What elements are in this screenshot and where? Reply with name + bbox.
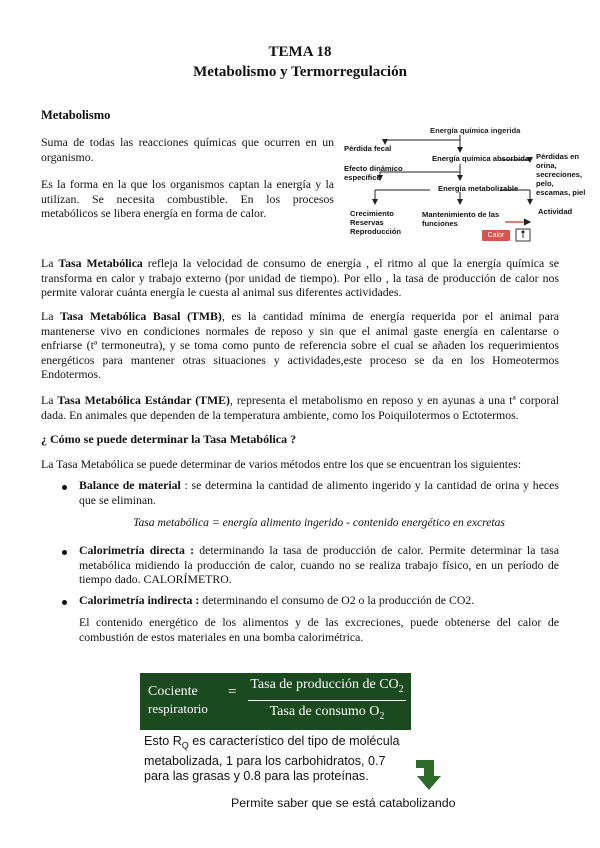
rq-conclusion: Permite saber que se está catabolizando bbox=[231, 796, 456, 810]
rq-numerator bbox=[246, 677, 408, 695]
rq-desc-pre: Esto R bbox=[144, 734, 182, 748]
diagram-fecal-loss: Pérdida fecal bbox=[344, 144, 392, 153]
diagram-heat-label: Calor bbox=[487, 232, 505, 239]
runner-icon bbox=[514, 226, 534, 244]
diagram-absorbed-energy: Energía química absorbida bbox=[432, 154, 530, 163]
text-rest: refleja la velocidad de consumo de energía , el ritmo al que la energía química se transforma en calor y trabajo externo (por unidad de tiempo). Por ello , la tasa de producción de calor nos permite valorar cuánta energía le cuesta al animal sus diferentes actividades. bbox=[41, 256, 559, 300]
respiratory-quotient-box bbox=[140, 673, 411, 730]
bullet-icon bbox=[62, 600, 67, 605]
term-tmb: Tasa Metabólica Basal (TMB) bbox=[60, 309, 222, 323]
rq-fraction-line bbox=[248, 700, 406, 701]
rq-label-line1: Cociente bbox=[148, 684, 198, 699]
method-text: determinando la tasa de producción de calor. Permite determinar la tasa metabólica midiendo la producción de calor, cuando no se realiza trabajo físico, en un período de tiempo dado. CALORÍMETRO. bbox=[79, 543, 560, 587]
text-pre: La bbox=[41, 393, 58, 407]
method-term: Calorimetría indirecta : bbox=[79, 593, 200, 607]
rq-desc-line2: metabolizada, 1 para los carbohidratos, 0.7 bbox=[144, 753, 386, 768]
rq-label-line2: respiratorio bbox=[148, 701, 208, 716]
diagram-metabolizable-energy: Energía metabolizable bbox=[438, 184, 519, 193]
energy-flow-diagram bbox=[340, 122, 590, 247]
rq-desc-sub: Q bbox=[181, 740, 189, 751]
paragraph-combustion: El contenido energético de los alimentos y de las excreciones, puede obtenerse del calor de combustión de estos materiales en una bomba calorimétrica. bbox=[79, 615, 559, 644]
paragraph-tmb bbox=[41, 309, 559, 382]
rq-desc-line1 bbox=[144, 734, 464, 754]
formula-tasa-metabolica: Tasa metabólica = energía alimento ingerido - contenido energético en excretas bbox=[133, 516, 505, 529]
page-subtitle: Metabolismo y Termorregulación bbox=[193, 64, 407, 80]
term-tasa-metabolica: Tasa Metabólica bbox=[58, 256, 143, 270]
paragraph-definition: Suma de todas las reacciones químicas que ocurren en un organismo. bbox=[41, 135, 334, 164]
bullet-icon bbox=[62, 485, 67, 490]
text-pre: La bbox=[41, 256, 59, 270]
text-pre: La bbox=[41, 309, 61, 323]
diagram-activity: Actividad bbox=[538, 207, 573, 216]
text-rest: , es la cantidad mínima de energía requerida por el animal para mantenerse vivo en condiciones normales de reposo y sin que el animal gaste energía en calentarse o enfriarse (tª termoneutra), y se toma como punto de referencia sobre el cual se añaden los requerimientos energéticos para mantener otras situaciones y actividades,este proceso se da en los Homeotermos Endotermos. bbox=[41, 309, 559, 382]
paragraph-tme bbox=[41, 393, 559, 422]
rq-label bbox=[148, 683, 208, 717]
paragraph-intro-methods: La Tasa Metabólica se puede determinar de varios métodos entre los que se encuentran los siguientes: bbox=[41, 457, 522, 471]
diagram-secretion-losses: Pérdidas en orina, secreciones, pelo, escamas, piel bbox=[536, 152, 586, 197]
method-balance-material bbox=[79, 478, 559, 507]
diagram-heat-badge bbox=[482, 230, 510, 241]
method-calorimetria-directa bbox=[79, 543, 559, 587]
diagram-ingested-energy: Energía química ingerida bbox=[430, 126, 521, 135]
method-text: : se determina la cantidad de alimento ingerido y la cantidad de orina y heces que se eliminan. bbox=[79, 478, 559, 507]
diagram-specific-dynamic-effect: Efecto dinámico específico bbox=[344, 164, 403, 182]
paragraph-energy: Es la forma en la que los organismos captan la energía y la utilizan. Se necesita combustible. En los procesos metabólicos se libera energía en forma de calor. bbox=[41, 177, 334, 221]
section-heading-determinar: ¿ Cómo se puede determinar la Tasa Metabólica ? bbox=[41, 432, 297, 446]
rq-equals: = bbox=[228, 684, 237, 700]
rq-desc-text1: es característico del tipo de molécula bbox=[188, 734, 400, 748]
rq-numerator-text: Tasa de producción de CO bbox=[250, 677, 399, 692]
rq-denominator-sub: 2 bbox=[379, 710, 385, 722]
bullet-icon bbox=[62, 550, 67, 555]
method-term: Calorimetría directa : bbox=[79, 543, 195, 557]
rq-numerator-sub: 2 bbox=[398, 683, 404, 695]
down-arrow-icon bbox=[414, 758, 444, 792]
rq-denominator-text: Tasa de consumo O bbox=[269, 704, 380, 719]
rq-desc-line3: para las grasas y 0.8 para las proteínas. bbox=[144, 768, 369, 783]
rq-denominator bbox=[246, 704, 408, 722]
method-calorimetria-indirecta bbox=[79, 593, 559, 608]
term-tme: Tasa Metabólica Estándar (TME) bbox=[57, 393, 230, 407]
page-title: TEMA 18 bbox=[268, 44, 332, 60]
diagram-maintenance: Mantenimiento de las funciones bbox=[422, 210, 500, 228]
section-heading-metabolismo: Metabolismo bbox=[41, 108, 111, 122]
method-text: determinando el consumo de O2 o la producción de CO2. bbox=[199, 593, 475, 607]
paragraph-tasa-metabolica bbox=[41, 256, 559, 300]
method-term: Balance de material bbox=[79, 478, 181, 492]
diagram-growth-reserves: Crecimiento Reservas Reproducción bbox=[350, 209, 402, 236]
text-rest: , representa el metabolismo en reposo y en ayunas a una tª corporal dada. En animales que dependen de la temperatura ambiente, como los Poiquilotermos o Ectotermos. bbox=[41, 393, 559, 422]
